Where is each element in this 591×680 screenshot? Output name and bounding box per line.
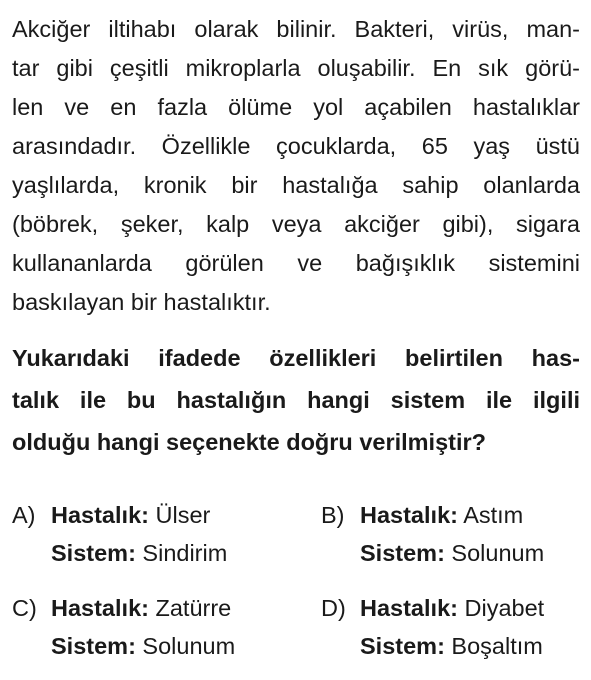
- option-disease: Ülser: [155, 502, 211, 528]
- question-line: talık ile bu hastalığın hangi sistem ile ilgili: [12, 387, 580, 413]
- system-label: Sistem:: [51, 540, 136, 566]
- option-system: Solunum: [451, 540, 545, 566]
- passage-line: Akciğer iltihabı olarak bilinir. Bakteri, virüs, man-: [12, 16, 580, 42]
- option-system: Sindirim: [142, 540, 228, 566]
- option-letter: D): [321, 595, 346, 621]
- option-disease: Diyabet: [464, 595, 545, 621]
- disease-label: Hastalık:: [51, 502, 149, 528]
- disease-label: Hastalık:: [360, 595, 458, 621]
- passage-line: baskılayan bir hastalıktır.: [12, 289, 271, 315]
- answer-option-d[interactable]: [321, 589, 544, 665]
- system-label: Sistem:: [360, 633, 445, 659]
- disease-label: Hastalık:: [360, 502, 458, 528]
- passage-line: kullananlarda görülen ve bağışıklık sistemini: [12, 250, 580, 276]
- option-letter: C): [12, 595, 37, 621]
- disease-label: Hastalık:: [51, 595, 149, 621]
- passage-line: yaşlılarda, kronik bir hastalığa sahip olanlarda: [12, 172, 580, 198]
- option-system: Solunum: [142, 633, 236, 659]
- passage-line: arasındadır. Özellikle çocuklarda, 65 yaş üstü: [12, 133, 580, 159]
- question-stem: [12, 337, 580, 463]
- option-letter: A): [12, 502, 36, 528]
- answer-option-b[interactable]: [321, 496, 544, 572]
- answer-option-c[interactable]: [12, 589, 235, 665]
- passage-line: tar gibi çeşitli mikroplarla oluşabilir. En sık görü-: [12, 55, 580, 81]
- system-label: Sistem:: [51, 633, 136, 659]
- passage-text: [12, 10, 580, 322]
- passage-line: (böbrek, şeker, kalp veya akciğer gibi), sigara: [12, 211, 580, 237]
- system-label: Sistem:: [360, 540, 445, 566]
- passage-line: len ve en fazla ölüme yol açabilen hastalıklar: [12, 94, 580, 120]
- option-letter: B): [321, 502, 345, 528]
- option-system: Boşaltım: [451, 633, 543, 659]
- answer-option-a[interactable]: [12, 496, 227, 572]
- option-disease: Zatürre: [155, 595, 232, 621]
- question-line: Yukarıdaki ifadede özellikleri belirtilen has-: [12, 345, 580, 371]
- option-disease: Astım: [463, 502, 524, 528]
- question-line: olduğu hangi seçenekte doğru verilmiştir?: [12, 429, 487, 455]
